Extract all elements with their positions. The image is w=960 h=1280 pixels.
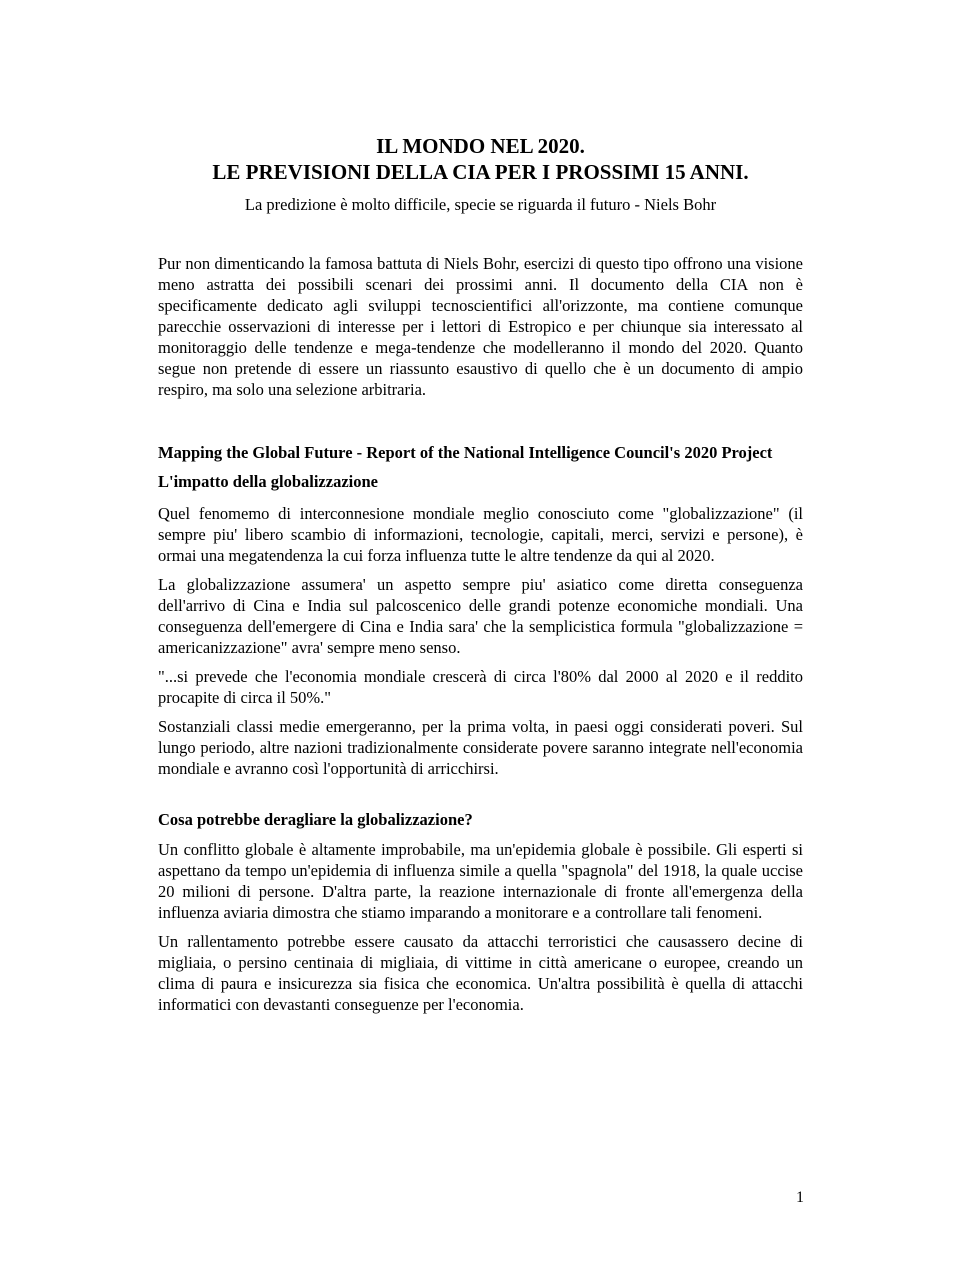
body-paragraph: La globalizzazione assumera' un aspetto sempre piu' asiatico come diretta conseguenza dell'arrivo di Cina e India sul palcoscenico delle grandi potenze economiche mondiali. Una conseguenza dell'emergere di Cina e India sara' che la semplicistica formula "globalizzazione = americanizzazione" avra' sempre meno senso. — [158, 575, 803, 657]
body-paragraph: Un rallentamento potrebbe essere causato da attacchi terroristici che causassero decine di migliaia, o persino centinaia di migliaia, di vittime in città americane o europee, creando un clima di paura e insicurezza sia fisica che economica. Un'altra possibilità è quella di attacchi informatici con devastanti conseguenze per l'economia. — [158, 932, 803, 1014]
body-paragraph: Un conflitto globale è altamente improbabile, ma un'epidemia globale è possibile. Gli esperti si aspettano da tempo un'epidemia di influenza simile a quella "spagnola" del 1918, la quale uccise 20 milioni di persone. D'altra parte, la reazione internazionale di fronte all'emergenza della influenza aviaria dimostra che stiamo imparando a monitorare e a controllare tali fenomeni. — [158, 840, 803, 922]
intro-paragraph: Pur non dimenticando la famosa battuta di Niels Bohr, esercizi di questo tipo offrono una visione meno astratta dei possibili scenari dei prossimi anni. Il documento della CIA non è specificamente dedicato agli sviluppi tecnoscientifici all'orizzonte, ma contiene comunque parecchie osservazioni di interesse per i lettori di Estropico e per chiunque sia interessato al monitoraggio delle tendenze e mega-tendenze che modelleranno il mondo del 2020. Quanto segue non pretende di essere un riassunto esaustivo di quello che è un documento di ampio respiro, ma solo una selezione arbitraria. — [158, 254, 803, 399]
body-paragraph: Sostanziali classi medie emergeranno, per la prima volta, in paesi oggi considerati poveri. Sul lungo periodo, altre nazioni tradizionalmente considerate povere saranno integrate nell'economia mondiale e avranno così l'opportunità di arricchirsi. — [158, 717, 803, 778]
body-paragraph: Quel fenomemo di interconnesione mondiale meglio conosciuto come "globalizzazione" (il sempre piu' libero scambio di informazioni, tecnologie, capitali, merci, servizi e persone), è ormai una megatendenza la cui forza influenza tutte le altre tendenze da qui al 2020. — [158, 504, 803, 565]
document-body — [158, 253, 803, 1015]
section-heading-globalization-impact: L'impatto della globalizzazione — [158, 472, 378, 491]
section-heading-derail: Cosa potrebbe deragliare la globalizzazione? — [158, 810, 473, 829]
page-title-line-2: LE PREVISIONI DELLA CIA PER I PROSSIMI 15 ANNI. — [212, 160, 749, 184]
epigraph-quote: La predizione è molto difficile, specie se riguarda il futuro - Niels Bohr — [244, 195, 717, 214]
report-title-heading: Mapping the Global Future - Report of the National Intelligence Council's 2020 Project — [158, 443, 773, 462]
quote-paragraph: "...si prevede che l'economia mondiale crescerà di circa l'80% dal 2000 al 2020 e il reddito procapite di circa il 50%." — [158, 667, 803, 707]
page-title-line-1: IL MONDO NEL 2020. — [376, 134, 585, 158]
page-number: 1 — [796, 1189, 804, 1206]
